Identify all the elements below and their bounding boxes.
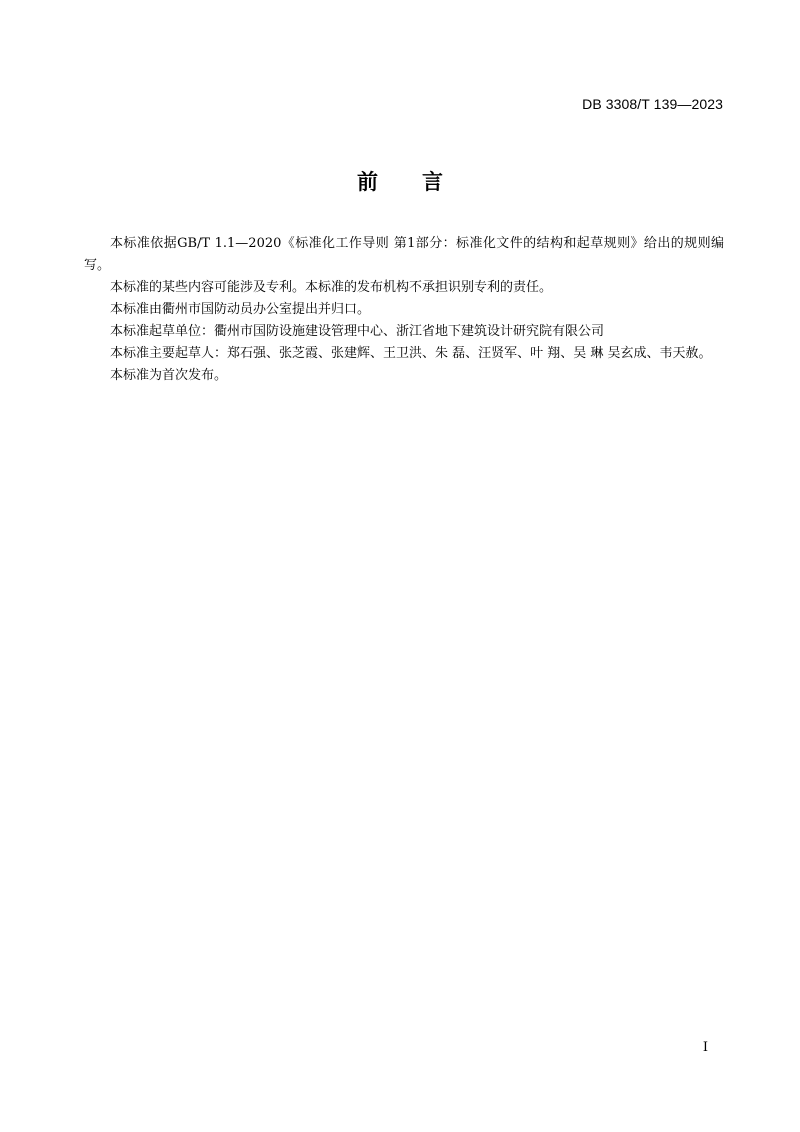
paragraph-proposer: 本标准由衢州市国防动员办公室提出并归口。: [110, 302, 371, 317]
title-char-2: 言: [422, 170, 443, 194]
foreword-body: [84, 233, 724, 387]
section-title: [0, 166, 800, 196]
document-code: DB 3308/T 139—2023: [582, 96, 723, 112]
paragraph-basis: 本标准依据GB/T 1.1—2020《标准化工作导则 第1部分：标准化文件的结构和起草规则》给出的规则编写。: [84, 236, 724, 273]
paragraph-drafters: 本标准主要起草人：郑石强、张芝霞、张建辉、王卫洪、朱 磊、汪贤军、叶 翔、吴 琳 吴玄成、韦天赦。: [110, 346, 712, 361]
paragraph-patent: 本标准的某些内容可能涉及专利。本标准的发布机构不承担识别专利的责任。: [110, 280, 553, 295]
paragraph-first-release: 本标准为首次发布。: [110, 368, 228, 383]
page-number: I: [702, 1040, 708, 1055]
title-char-1: 前: [357, 170, 378, 194]
paragraph-drafting-units: 本标准起草单位：衢州市国防设施建设管理中心、浙江省地下建筑设计研究院有限公司: [110, 324, 605, 339]
